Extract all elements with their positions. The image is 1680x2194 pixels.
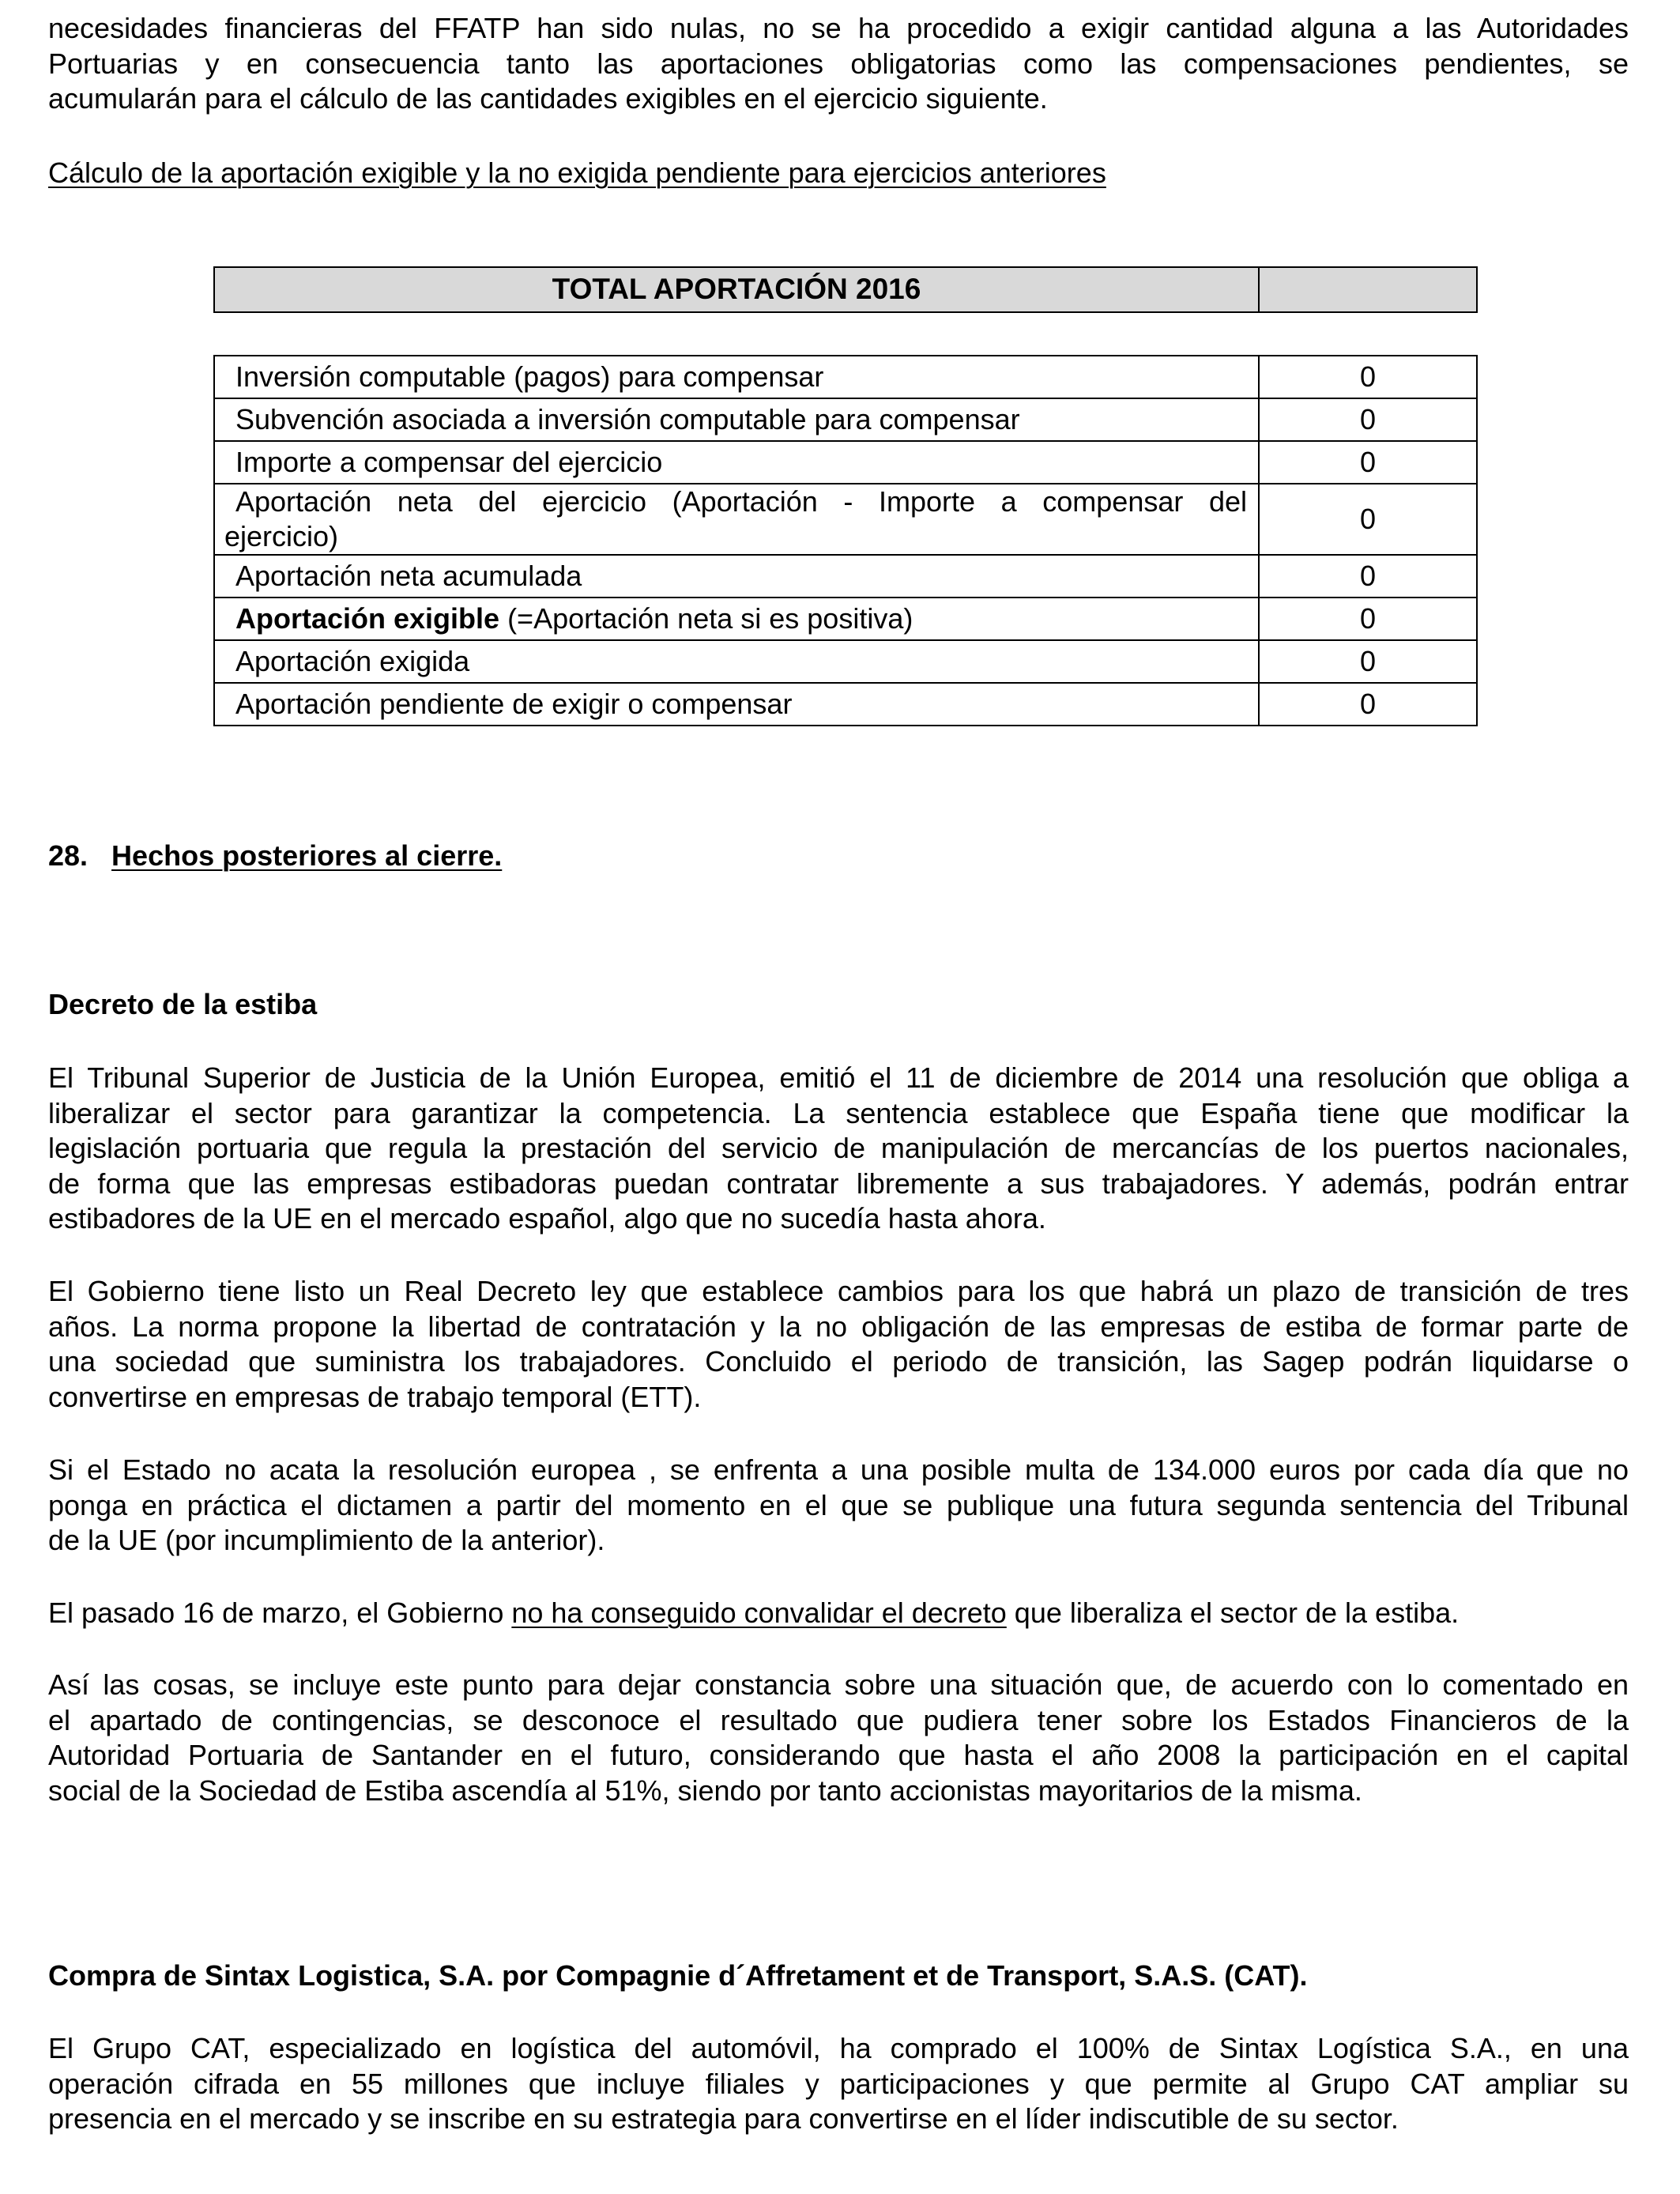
table-header-value [1259,267,1477,312]
paragraph-line: ponga en práctica el dictamen a partir del momento en el que se publique una futura segunda sentencia del Tribunal [48,1488,1629,1521]
paragraph-line: una sociedad que suministra los trabajadores. Concluido el periodo de transición, las Sagep podrán liquidarse o [48,1345,1629,1378]
table-row [214,356,1477,398]
paragraph-line: liberalizar el sector para garantizar la competencia. La sentencia establece que España tiene que modificar la [48,1096,1629,1129]
table-row [214,598,1477,640]
row-label-line1: Aportación neta del ejercicio (Aportación - Importe a compensar del [235,485,1247,518]
paragraph-line: estibadores de la UE en el mercado español, algo que no sucedía hasta ahora. [48,1202,1046,1235]
paragraph-line: años. La norma propone la libertad de contratación y la no obligación de las empresas de estiba de formar parte de [48,1310,1629,1343]
row-label: Aportación pendiente de exigir o compensar [214,683,1259,726]
row-label: Subvención asociada a inversión computable para compensar [214,398,1259,441]
row-label-line2: ejercicio) [224,520,339,552]
intro-line: acumularán para el cálculo de las cantidades exigibles en el ejercicio siguiente. [48,82,1048,115]
sintax-heading: Compra de Sintax Logistica, S.A. por Compagnie d´Affretament et de Transport, S.A.S. (CAT). [48,1959,1308,1992]
row-label [214,598,1259,640]
paragraph-line: Autoridad Portuaria de Santander en el futuro, considerando que hasta el año 2008 la participación en el capital [48,1739,1629,1771]
contribution-table [213,355,1478,726]
row-value: 0 [1259,356,1477,398]
row-value: 0 [1259,484,1477,555]
estiba-paragraph-4 [48,1596,1629,1631]
intro-line: necesidades financieras del FFATP han sido nulas, no se ha procedido a exigir cantidad alguna a las Autoridades [48,12,1629,44]
calc-heading-text: Cálculo de la aportación exigible y la no exigida pendiente para ejercicios anteriores [48,156,1106,189]
paragraph-line: El Tribunal Superior de Justicia de la Unión Europea, emitió el 11 de diciembre de 2014 una resolución que obliga a [48,1061,1629,1094]
contribution-table-header [213,266,1478,313]
section-28-heading [48,839,1629,874]
paragraph-line: presencia en el mercado y se inscribe en su estrategia para convertirse en el líder indiscutible de su sector. [48,2102,1399,2135]
paragraph-line: El Grupo CAT, especializado en logística del automóvil, ha comprado el 100% de Sintax Logística S.A., en una [48,2032,1629,2064]
table-row [214,484,1477,555]
intro-paragraph [48,11,1629,117]
underlined-text: no ha conseguido convalidar el decreto [511,1596,1007,1629]
paragraph-line: de la UE (por incumplimiento de la anterior). [48,1524,605,1556]
estiba-heading: Decreto de la estiba [48,988,318,1020]
row-value: 0 [1259,555,1477,598]
paragraph-line: convertirse en empresas de trabajo temporal (ETT). [48,1380,702,1413]
paragraph-line: El Gobierno tiene listo un Real Decreto ley que establece cambios para los que habrá un plazo de transición de tres [48,1275,1629,1307]
sintax-paragraph [48,2031,1629,2137]
row-label: Inversión computable (pagos) para compensar [214,356,1259,398]
estiba-paragraph-2 [48,1274,1629,1415]
row-label: Aportación neta acumulada [214,555,1259,598]
row-value: 0 [1259,683,1477,726]
row-label: Importe a compensar del ejercicio [214,441,1259,484]
row-value: 0 [1259,640,1477,683]
table-header-title: TOTAL APORTACIÓN 2016 [214,267,1259,312]
paragraph-line: legislación portuaria que regula la prestación del servicio de manipulación de mercancías de los puertos nacionales, [48,1132,1629,1164]
row-value: 0 [1259,598,1477,640]
row-value: 0 [1259,441,1477,484]
table-row [214,441,1477,484]
intro-line: Portuarias y en consecuencia tanto las aportaciones obligatorias como las compensaciones pendientes, se [48,47,1629,80]
paragraph-text: que liberaliza el sector de la estiba. [1006,1596,1460,1629]
row-label-bold: Aportación exigible [235,602,500,635]
estiba-paragraph-1 [48,1061,1629,1237]
table-row [214,683,1477,726]
paragraph-line: operación cifrada en 55 millones que incluye filiales y participaciones y que permite al Grupo CAT ampliar su [48,2067,1629,2100]
row-value: 0 [1259,398,1477,441]
calc-heading [48,156,1629,191]
table-row [214,640,1477,683]
table-row [214,555,1477,598]
row-label [214,484,1259,555]
paragraph-line: social de la Sociedad de Estiba ascendía al 51%, siendo por tanto accionistas mayoritarios de la misma. [48,1774,1362,1807]
section-title: Hechos posteriores al cierre. [111,839,503,872]
paragraph-line: Si el Estado no acata la resolución europea , se enfrenta a una posible multa de 134.000 euros por cada día que no [48,1453,1629,1486]
paragraph-line: el apartado de contingencias, se desconoce el resultado que pudiera tener sobre los Estados Financieros de la [48,1703,1629,1736]
paragraph-text: El pasado 16 de marzo, el Gobierno [48,1596,512,1629]
section-number: 28. [48,839,89,872]
row-label-rest: (=Aportación neta si es positiva) [499,602,913,635]
paragraph-line: de forma que las empresas estibadoras puedan contratar libremente a sus trabajadores. Y además, podrán entrar [48,1167,1629,1200]
row-label: Aportación exigida [214,640,1259,683]
paragraph-line: Así las cosas, se incluye este punto para dejar constancia sobre una situación que, de acuerdo con lo comentado en [48,1668,1629,1701]
table-row [214,398,1477,441]
estiba-paragraph-5 [48,1668,1629,1808]
estiba-paragraph-3 [48,1453,1629,1559]
